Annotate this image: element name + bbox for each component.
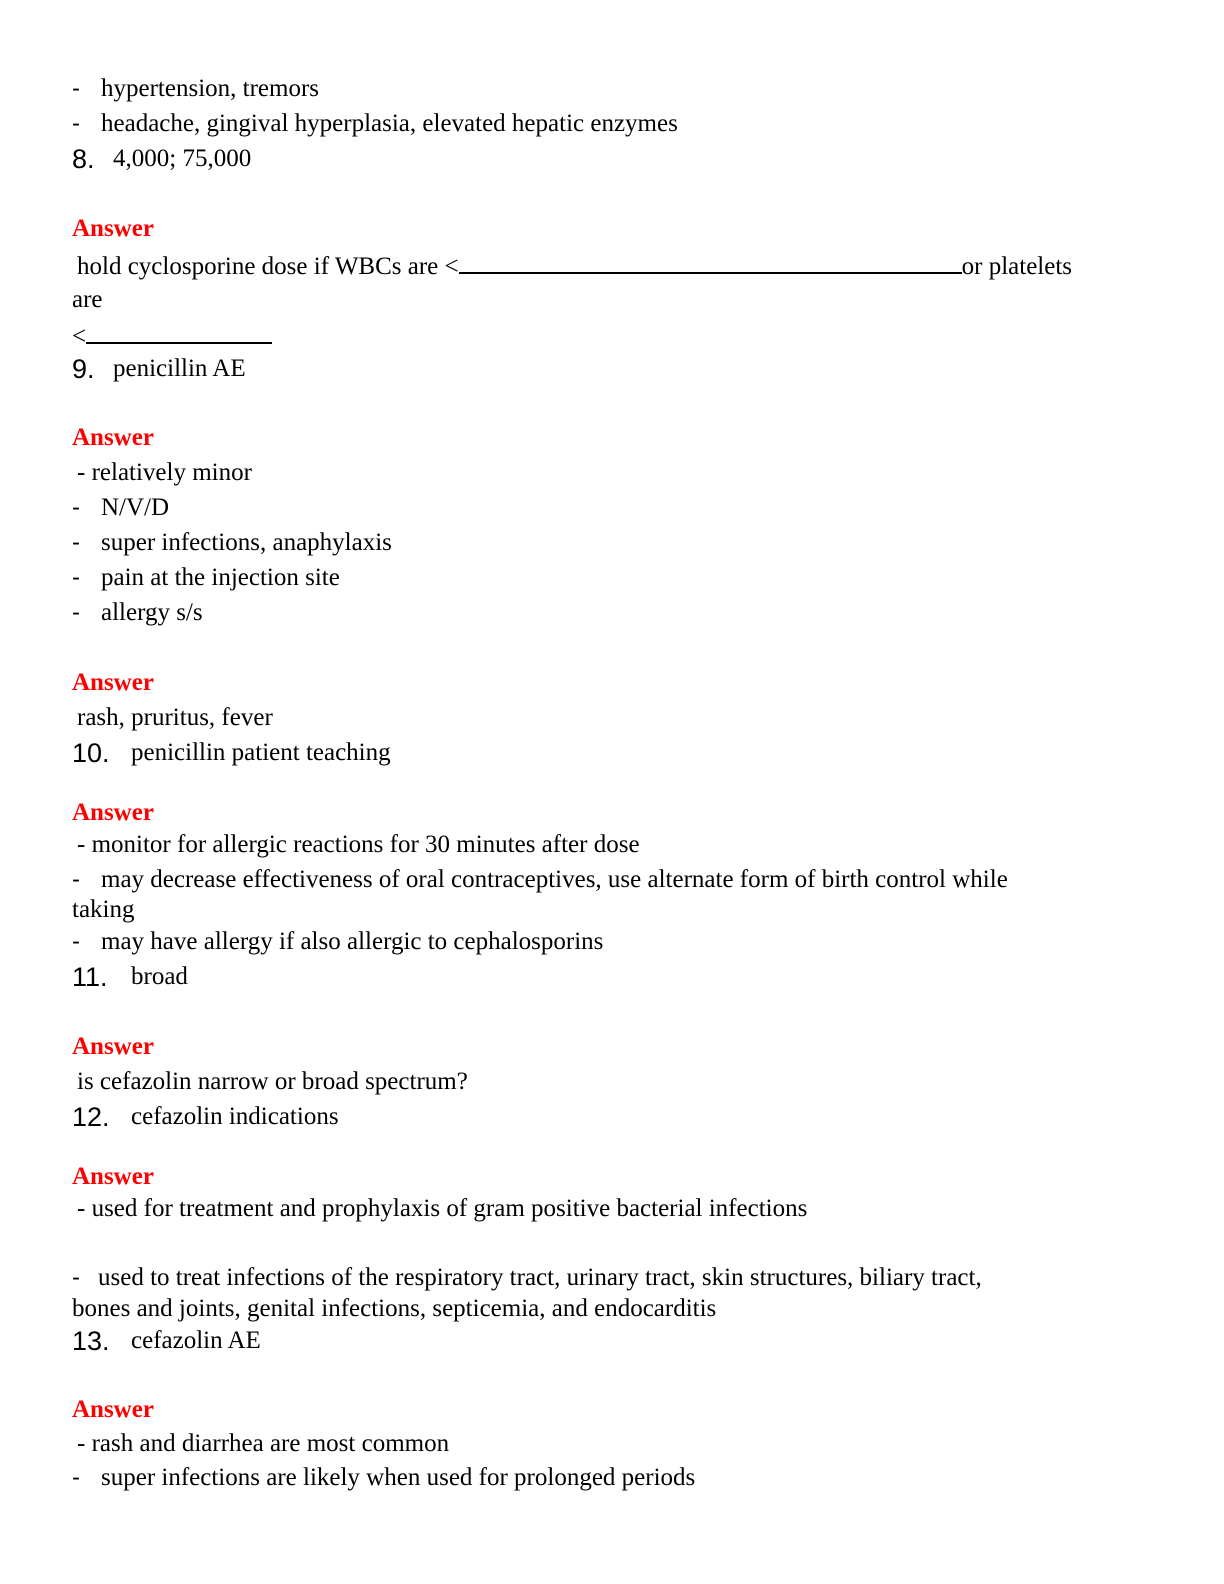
- question-prompt: penicillin AE: [113, 355, 246, 382]
- dash-marker: -: [72, 599, 80, 626]
- answer-text: are: [72, 286, 103, 313]
- answer-label: Answer: [72, 669, 154, 696]
- dash-marker: -: [72, 928, 80, 955]
- list-item: may have allergy if also allergic to cephalosporins: [101, 928, 604, 955]
- list-item: super infections are likely when used for prolonged periods: [101, 1464, 696, 1491]
- answer-text: - relatively minor: [77, 459, 252, 486]
- question-number: 11.: [72, 962, 108, 992]
- list-item: hypertension, tremors: [101, 75, 320, 102]
- answer-label: Answer: [72, 799, 154, 826]
- question-number: 8.: [72, 144, 95, 174]
- question-prompt: 4,000; 75,000: [113, 145, 252, 172]
- answer-text: rash, pruritus, fever: [77, 704, 273, 731]
- list-item: allergy s/s: [101, 599, 203, 626]
- dash-marker: -: [72, 866, 80, 893]
- dash-marker: -: [72, 564, 80, 591]
- answer-text: - rash and diarrhea are most common: [77, 1430, 450, 1457]
- dash-marker: -: [72, 75, 80, 102]
- answer-label: Answer: [72, 1033, 154, 1060]
- answer-label: Answer: [72, 215, 154, 242]
- list-item: headache, gingival hyperplasia, elevated hepatic enzymes: [101, 110, 678, 137]
- list-item-continuation: bones and joints, genital infections, septicemia, and endocarditis: [72, 1295, 717, 1322]
- answer-label: Answer: [72, 1396, 154, 1423]
- fill-blank: [86, 320, 272, 344]
- answer-text: is cefazolin narrow or broad spectrum?: [77, 1068, 468, 1095]
- answer-text: hold cyclosporine dose if WBCs are < or platelets: [77, 250, 1072, 282]
- list-item-continuation: taking: [72, 896, 135, 923]
- list-item: used to treat infections of the respiratory tract, urinary tract, skin structures, biliary tract,: [98, 1264, 982, 1291]
- question-number: 10.: [72, 738, 110, 768]
- dash-marker: -: [72, 529, 80, 556]
- answer-label: Answer: [72, 1163, 154, 1190]
- dash-marker: -: [72, 494, 80, 521]
- list-item: pain at the injection site: [101, 564, 340, 591]
- question-number: 13.: [72, 1326, 110, 1356]
- answer-text: <: [72, 320, 272, 352]
- fill-blank: [459, 250, 962, 274]
- dash-marker: -: [72, 1464, 80, 1491]
- question-number: 12.: [72, 1102, 110, 1132]
- question-prompt: cefazolin indications: [131, 1103, 339, 1130]
- list-item: N/V/D: [101, 494, 170, 521]
- list-item: super infections, anaphylaxis: [101, 529, 392, 556]
- answer-label: Answer: [72, 424, 154, 451]
- question-prompt: penicillin patient teaching: [131, 739, 391, 766]
- question-prompt: cefazolin AE: [131, 1327, 261, 1354]
- dash-marker: -: [72, 1264, 80, 1291]
- question-number: 9.: [72, 354, 95, 384]
- answer-text: - monitor for allergic reactions for 30 minutes after dose: [77, 831, 640, 858]
- dash-marker: -: [72, 110, 80, 137]
- answer-text: - used for treatment and prophylaxis of gram positive bacterial infections: [77, 1195, 808, 1222]
- question-prompt: broad: [131, 963, 188, 990]
- list-item: may decrease effectiveness of oral contraceptives, use alternate form of birth control while: [101, 866, 1008, 893]
